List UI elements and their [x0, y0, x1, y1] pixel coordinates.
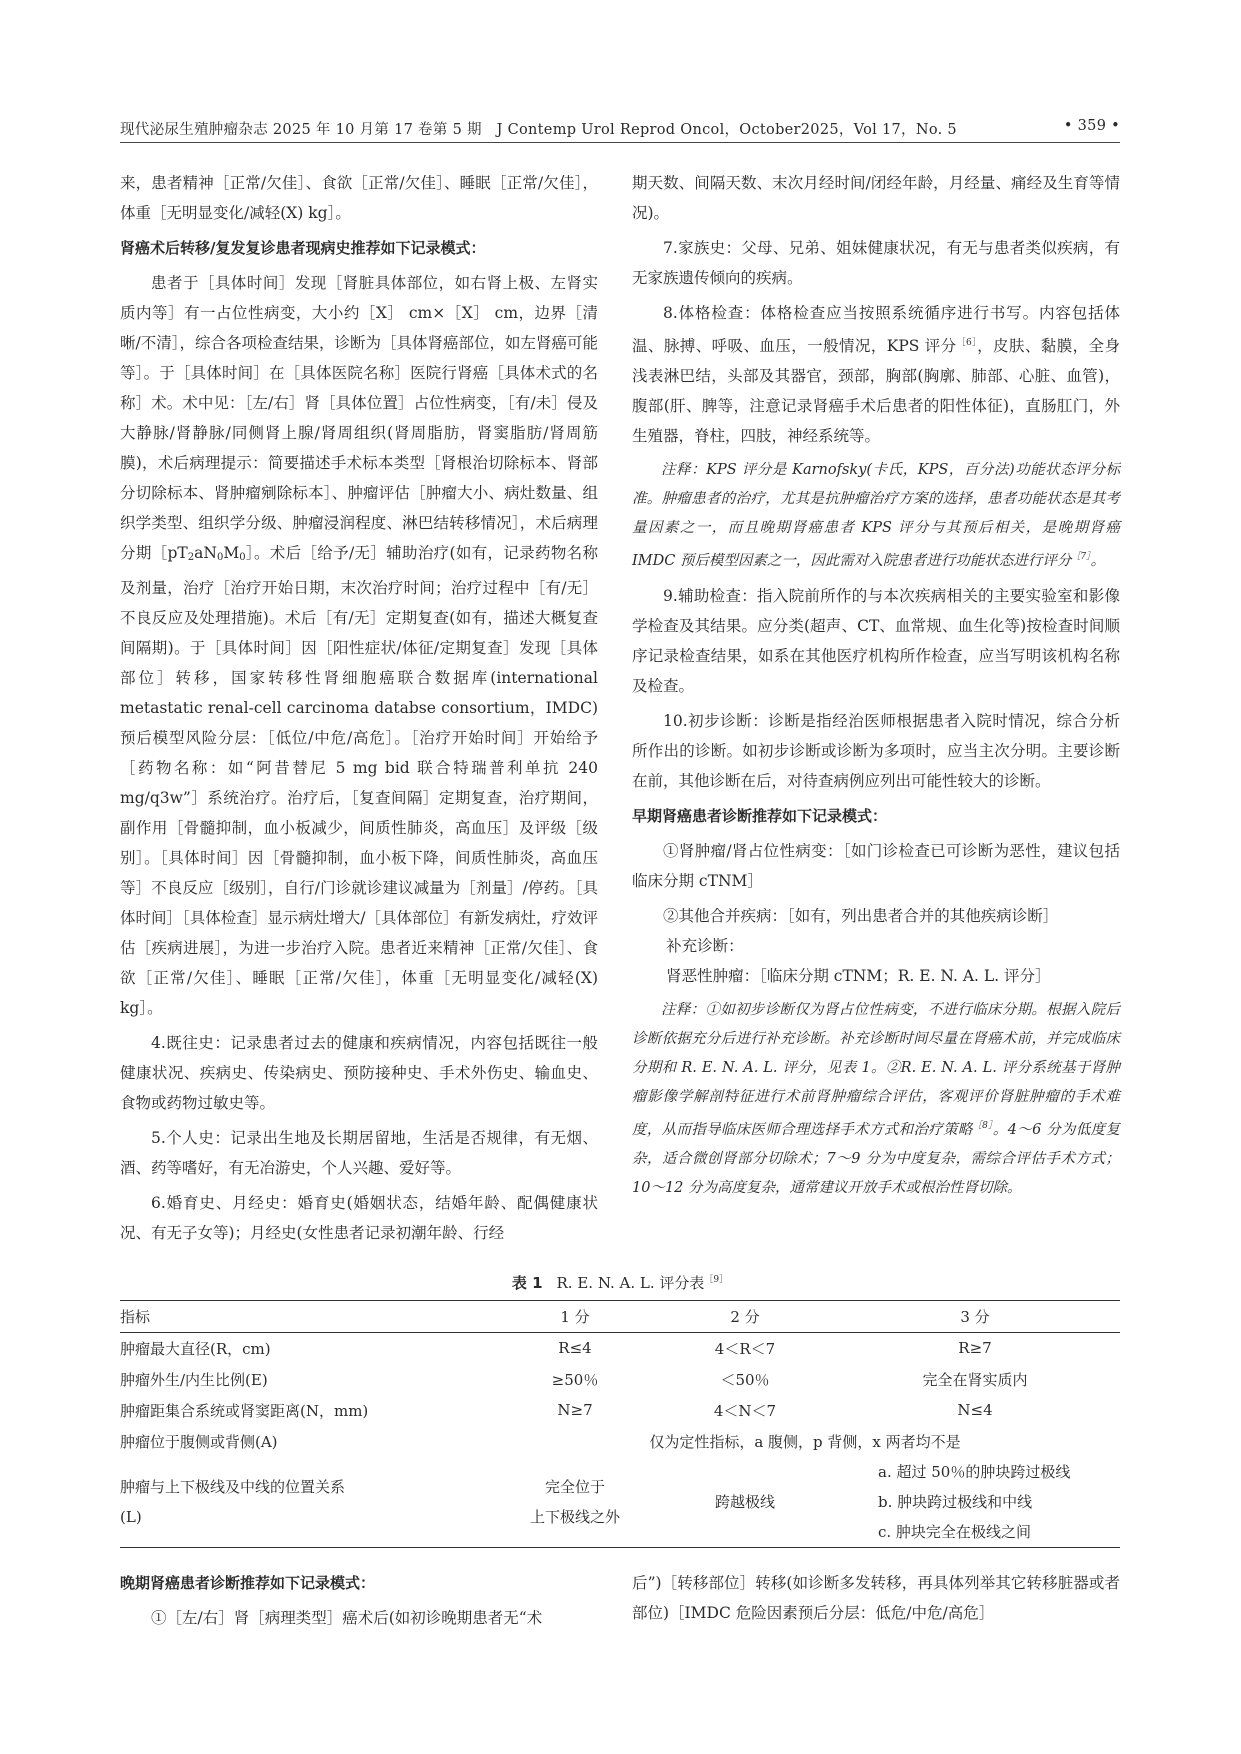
- table-cell: 肿瘤位于腹侧或背侧(A): [120, 1432, 278, 1451]
- diagnosis-item: ②其他合并疾病：［如有，列出患者合并的其他疾病诊断］: [663, 907, 1059, 925]
- table-cell: 跨越极线: [660, 1457, 830, 1548]
- diagnosis-item: 补充诊断：: [666, 937, 744, 955]
- table-cell: 4＜R＜7: [714, 1339, 776, 1358]
- citation: ［7］: [1071, 552, 1091, 562]
- table-cell: R≥7: [958, 1339, 992, 1358]
- paragraph: 10.初步诊断：诊断是指经治医师根据患者入院时情况，综合分析所作出的诊断。如初步诊断或诊断为多项时，应当主次分明。主要诊断在前，其他诊断在后，对待查病例应列出可能性较大的诊断。: [632, 712, 1120, 790]
- bottom-right-column: [632, 1568, 1120, 1633]
- table-cell: a. 超过 50％的肿块跨过极线 b. 肿块跨过极线和中线 c. 肿块完全在极线之间: [830, 1457, 1120, 1548]
- column-header: 3 分: [830, 1301, 1120, 1333]
- column-header: 指标: [120, 1301, 490, 1333]
- table-row: [120, 1333, 1120, 1364]
- section-heading: 肾癌术后转移/复发复诊患者现病史推荐如下记录模式：: [120, 239, 486, 257]
- paragraph: 来，患者精神［正常/欠佳］、食欲［正常/欠佳］、睡眠［正常/欠佳］，体重［无明显变化/减轻(X) kg］。: [120, 174, 598, 222]
- citation: ［8］: [972, 1121, 993, 1131]
- diagnosis-item: ①肾肿瘤/肾占位性病变：［如门诊检查已可诊断为恶性，建议包括临床分期 cTNM］: [632, 842, 1120, 890]
- citation: ［6］: [956, 338, 978, 348]
- table-cell: ＜50％: [720, 1370, 770, 1389]
- table-cell: 完全在肾实质内: [922, 1370, 1028, 1389]
- paragraph: 期天数、间隔天数、末次月经时间/闭经年龄，月经量、痛经及生育等情况)。: [632, 174, 1120, 222]
- paragraph: 4.既往史：记录患者过去的健康和疾病情况，内容包括既往一般健康状况、疾病史、传染病史、预防接种史、手术外伤史、输血史、食物或药物过敏史等。: [120, 1034, 598, 1112]
- right-column: [632, 168, 1120, 1208]
- paragraph: 7.家族史：父母、兄弟、姐妹健康状况，有无与患者类似疾病，有无家族遗传倾向的疾病。: [632, 239, 1120, 287]
- table-row: [120, 1457, 1120, 1548]
- table-cell: 肿瘤距集合系统或肾窦距离(N，mm): [120, 1401, 369, 1420]
- table-cell: R≤4: [558, 1339, 592, 1358]
- header-rule: [120, 142, 1120, 143]
- paragraph: 患者于［具体时间］发现［肾脏具体部位，如右肾上极、左肾实质内等］有一占位性病变，大小约［X］ cm×［X］ cm，边界［清晰/不清］，综合各项检查结果，诊断为［具体肾癌部位，如左肾癌可能等］。于［具体时间］在［具体医院名称］医院行肾癌［具体术式的名称］术。术中见：［左/右］肾［具体位置］占位性病变，［有/未］侵及大静脉/肾静脉/同侧肾上腺/肾周组织(肾周脂肪，肾窦脂肪/肾周筋膜)，术后病理提示：简要描述手术标本类型［肾根治切除标本、肾部分切除标本、肾肿瘤剜除标本］、肿瘤评估［肿瘤大小、病灶数量、组织学类型、组织学分级、肿瘤浸润程度、淋巴结转移情况］，术后病理分期$[pT_2aN_0M_0]$。术后［给予/无］辅助治疗(如有，记录药物名称及剂量，治疗［治疗开始日期，末次治疗时间；治疗过程中［有/无］不良反应及处理措施)。术后［有/无］定期复查(如有，描述大概复查间隔期)。于［具体时间］因［阳性症状/体征/定期复查］发现［具体部位］转移，国家转移性肾细胞癌联合数据库(international metastatic renal-cell carcinoma databse consortium，IMDC)预后模型风险分层：［低位/中危/高危］。［治疗开始时间］开始给予［药物名称：如“阿昔替尼 5 mg bid 联合特瑞普利单抗 240 mg/q3w”］系统治疗。治疗后，［复查间隔］定期复查，治疗期间，副作用［骨髓抑制，血小板减少，间质性肺炎，高血压］及评级［级别］。［具体时间］因［骨髓抑制，血小板下降，间质性肺炎，高血压等］不良反应［级别］，自行/门诊就诊建议减量为［剂量］/停药。［具体时间］［具体检查］显示病灶增大/［具体部位］有新发病灶，疗效评估［疾病进展］，为进一步治疗入院。患者近来精神［正常/欠佳］、食欲［正常/欠佳］、睡眠［正常/欠佳］，体重［无明显变化/减轻(X) kg］。: [120, 274, 598, 1017]
- table-cell: 仅为定性指标，a 腹侧，p 背侧，x 两者均不是: [649, 1432, 961, 1451]
- section-heading: 晚期肾癌患者诊断推荐如下记录模式：: [120, 1574, 376, 1592]
- table-cell: 完全位于 上下极线之外: [490, 1457, 660, 1548]
- note: 注释：KPS 评分是 Karnofsky(卡氏，KPS，百分法)功能状态评分标准。肿瘤患者的治疗，尤其是抗肿瘤治疗方案的选择，患者功能状态是其考量因素之一，而且晚期肾癌患者 KPS 评分与其预后相关，是晚期肾癌 IMDC 预后模型因素之一，因此需对入院患者进行功能状态进行评分$^{[7]}$。: [632, 462, 1120, 569]
- table-title: R. E. N. A. L. 评分表: [556, 1274, 705, 1292]
- table-cell: 4＜N＜7: [713, 1401, 777, 1420]
- running-header: [120, 118, 1120, 140]
- table-label: 表 1: [511, 1274, 543, 1292]
- diagnosis-item: 肾恶性肿瘤：［临床分期 cTNM；R. E. N. A. L. 评分］: [666, 967, 1051, 985]
- table-cell: N≥7: [557, 1401, 593, 1419]
- journal-citation: 现代泌尿生殖肿瘤杂志 2025 年 10 月第 17 卷第 5 期 J Contemp Urol Reprod Oncol，October2025，Vol 17，No. 5: [120, 122, 957, 138]
- table-header-row: [120, 1301, 1120, 1333]
- paragraph: 9.辅助检查：指入院前所作的与本次疾病相关的主要实验室和影像学检查及其结果。应分类(超声、CT、血常规、血生化等)按检查时间顺序记录检查结果，如系在其他医疗机构所作检查，应当写明该机构名称及检查。: [632, 587, 1120, 695]
- paragraph: 5.个人史：记录出生地及长期居留地，生活是否规律，有无烟、酒、药等嗜好，有无冶游史，个人兴趣、爱好等。: [120, 1129, 598, 1177]
- table-cell: 肿瘤外生/内生比例(E): [120, 1370, 268, 1389]
- column-header: 1 分: [490, 1301, 660, 1333]
- table-cell: ≥50％: [551, 1370, 599, 1389]
- table-row: [120, 1364, 1120, 1395]
- table-cell: 肿瘤最大直径(R，cm): [120, 1339, 271, 1358]
- section-heading: 早期肾癌患者诊断推荐如下记录模式：: [632, 807, 888, 825]
- table-cell: 肿瘤与上下极线及中线的位置关系 (L): [120, 1457, 490, 1548]
- paragraph: 6.婚育史、月经史：婚育史(婚姻状态，结婚年龄、配偶健康状况、有无子女等)；月经史(女性患者记录初潮年龄、行经: [120, 1194, 598, 1242]
- paragraph: 8.体格检查：体格检查应当按照系统循序进行书写。内容包括体温、脉搏、呼吸、血压，一般情况，KPS 评分$^{[6]}$，皮肤、黏膜，全身浅表淋巴结，头部及其器官，颈部，胸部(胸廓、肺部、心脏、血管)，腹部(肝、脾等，注意记录肾癌手术后患者的阳性体征)，直肠肛门，外生殖器，脊柱，四肢，神经系统等。: [632, 304, 1120, 445]
- column-header: 2 分: [660, 1301, 830, 1333]
- table-row: [120, 1395, 1120, 1426]
- table-caption: [120, 1272, 1120, 1293]
- citation: ［9］: [704, 1275, 729, 1285]
- table-cell: N≤4: [957, 1401, 993, 1419]
- note: 注释：①如初步诊断仅为肾占位性病变，不进行临床分期。根据入院后诊断依据充分后进行补充诊断。补充诊断时间尽量在肾癌术前，并完成临床分期和 R. E. N. A. L. 评分，见表 1。②R. E. N. A. L. 评分系统基于肾肿瘤影像学解剖特征进行术前肾肿瘤综合评估，客观评价肾脏肿瘤的手术难度，从而指导临床医师合理选择手术方式和治疗策略$^{[8]}$。4～6 分为低度复杂，适合微创肾部分切除术；7～9 分为中度复杂，需综合评估手术方式；10～12 分为高度复杂，通常建议开放手术或根治性肾切除。: [632, 1002, 1120, 1196]
- page-number: • 359 •: [1063, 118, 1120, 134]
- paragraph: ①［左/右］肾［病理类型］癌术后(如初诊晚期患者无“术: [151, 1609, 543, 1627]
- paragraph: 后”)［转移部位］转移(如诊断多发转移，再具体列举其它转移脏器或者部位)［IMDC 危险因素预后分层：低危/中危/高危］: [632, 1574, 1120, 1622]
- renal-score-table: [120, 1300, 1120, 1548]
- table-row: [120, 1426, 1120, 1457]
- left-column: [120, 168, 598, 1253]
- bottom-left-column: [120, 1568, 598, 1638]
